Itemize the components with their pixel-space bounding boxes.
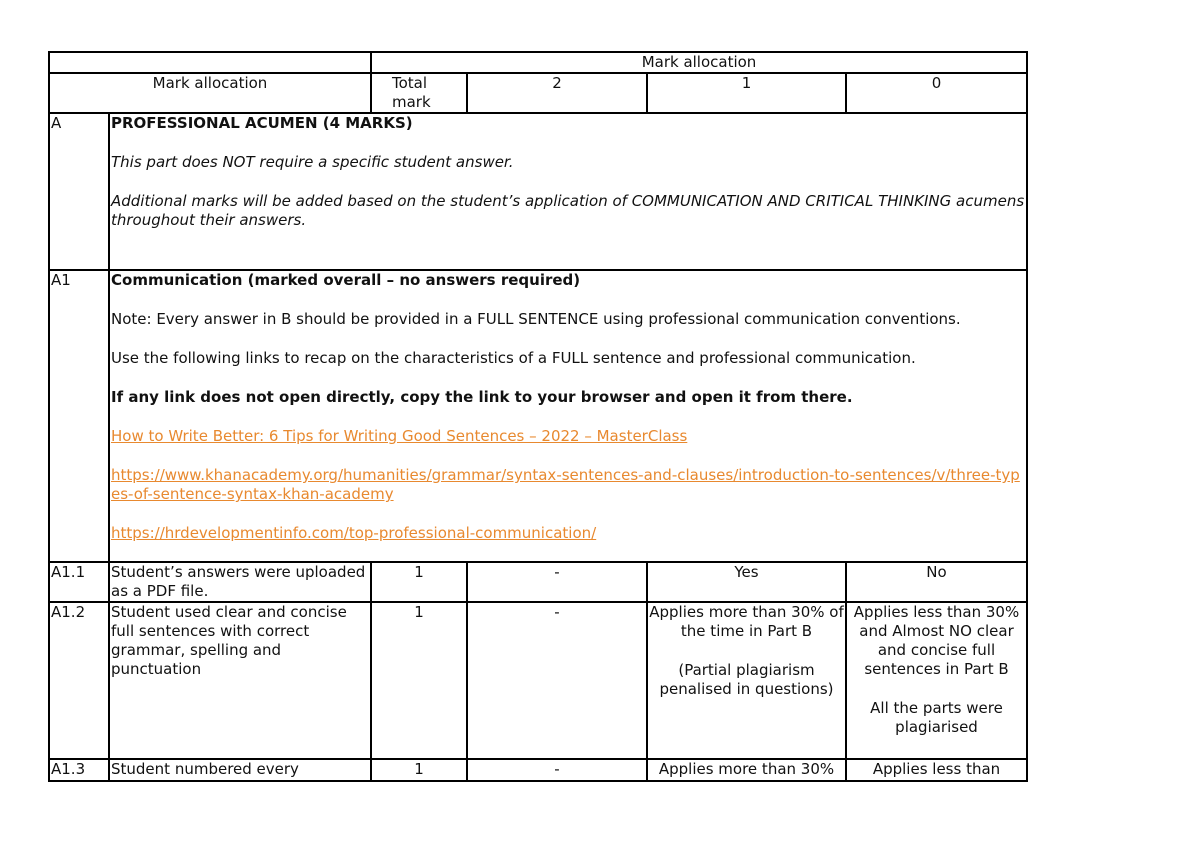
row-total: 1 xyxy=(371,759,467,781)
row-mark-1-text: Applies more than 30% of the time in Part B xyxy=(649,603,844,640)
link-hrdevelopmentinfo[interactable]: https://hrdevelopmentinfo.com/top-professional-communication/ xyxy=(111,524,597,542)
section-a1-content xyxy=(109,270,1027,562)
row-mark-1: Yes xyxy=(647,562,846,602)
section-a-note-1: This part does NOT require a specific student answer. xyxy=(111,153,514,171)
row-criterion: Student used clear and concise full sentences with correct grammar, spelling and punctuation xyxy=(109,602,371,759)
row-mark-0-note: All the parts were plagiarised xyxy=(870,699,1003,736)
section-a1-warning: If any link does not open directly, copy the link to your browser and open it from there. xyxy=(111,388,853,406)
row-total: 1 xyxy=(371,562,467,602)
header-blank-cell xyxy=(49,52,371,73)
header-mark-allocation-left: Mark allocation xyxy=(49,73,371,113)
header-col-2: 2 xyxy=(467,73,647,113)
section-a-content xyxy=(109,113,1027,270)
table-row xyxy=(49,562,1027,602)
section-a1-note: Note: Every answer in B should be provided in a FULL SENTENCE using professional communication conventions. xyxy=(111,310,961,328)
row-mark-1: Applies more than 30% xyxy=(647,759,846,781)
row-mark-0 xyxy=(846,602,1027,759)
link-khan-academy[interactable]: https://www.khanacademy.org/humanities/grammar/syntax-sentences-and-clauses/introduction-to-sentences/v/three-types-of-sentence-syntax-khan-academy xyxy=(111,466,1020,503)
row-mark-2: - xyxy=(467,562,647,602)
header-row-columns xyxy=(49,73,1027,113)
link-masterclass[interactable]: How to Write Better: 6 Tips for Writing Good Sentences – 2022 – MasterClass xyxy=(111,427,688,445)
section-a1-recap: Use the following links to recap on the characteristics of a FULL sentence and professional communication. xyxy=(111,349,916,367)
section-a1-code: A1 xyxy=(49,270,109,562)
header-total-mark: Total mark xyxy=(371,73,467,113)
section-a-row xyxy=(49,113,1027,270)
row-code: A1.2 xyxy=(49,602,109,759)
marking-rubric-table xyxy=(48,51,1028,782)
header-col-0: 0 xyxy=(846,73,1027,113)
table-row xyxy=(49,602,1027,759)
table-row xyxy=(49,759,1027,781)
row-mark-0: No xyxy=(846,562,1027,602)
header-row-top xyxy=(49,52,1027,73)
row-criterion: Student’s answers were uploaded as a PDF file. xyxy=(109,562,371,602)
row-mark-2: - xyxy=(467,759,647,781)
section-a-note-2: Additional marks will be added based on the student’s application of COMMUNICATION AND CRITICAL THINKING acumens throughout their answers. xyxy=(111,192,1025,229)
row-mark-0-text: Applies less than 30% and Almost NO clear and concise full sentences in Part B xyxy=(853,603,1020,678)
row-mark-2: - xyxy=(467,602,647,759)
row-mark-0: Applies less than xyxy=(846,759,1027,781)
section-a1-row xyxy=(49,270,1027,562)
section-a-title: PROFESSIONAL ACUMEN (4 MARKS) xyxy=(111,114,413,132)
row-mark-1 xyxy=(647,602,846,759)
row-code: A1.3 xyxy=(49,759,109,781)
row-criterion: Student numbered every xyxy=(109,759,371,781)
row-total: 1 xyxy=(371,602,467,759)
section-a1-title: Communication (marked overall – no answers required) xyxy=(111,271,581,289)
row-code: A1.1 xyxy=(49,562,109,602)
section-a-code: A xyxy=(49,113,109,270)
row-mark-1-note: (Partial plagiarism penalised in questions) xyxy=(659,661,834,698)
header-mark-allocation-top: Mark allocation xyxy=(371,52,1027,73)
header-col-1: 1 xyxy=(647,73,846,113)
